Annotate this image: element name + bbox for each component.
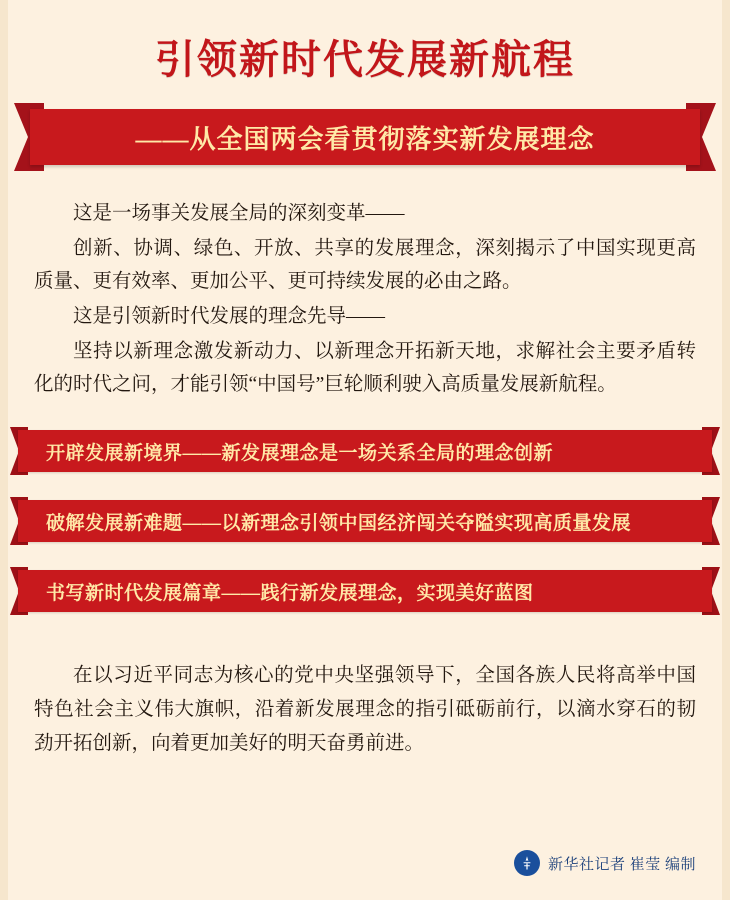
- intro-text-block: [34, 197, 696, 401]
- highlight-bar-label: 破解发展新难题——以新理念引领中国经济闯关夺隘实现高质量发展: [46, 512, 632, 534]
- intro-paragraph-1: 这是一场事关发展全局的深刻变革——: [73, 203, 405, 224]
- highlight-bar-body: [18, 430, 712, 472]
- highlight-bar: [10, 427, 720, 475]
- highlight-bar: [10, 497, 720, 545]
- credit-line: [514, 850, 696, 876]
- closing-text-block: [34, 659, 696, 761]
- credit-text: 新华社记者 崔莹 编制: [547, 856, 696, 873]
- closing-paragraph: 在以习近平同志为核心的党中央坚强领导下，全国各族人民将高举中国特色社会主义伟大旗帜，沿着新发展理念的指引砥砺前行，以滴水穿石的韧劲开拓创新，向着更加美好的明天奋勇前进。: [34, 665, 696, 754]
- highlight-bar-label: 开辟发展新境界——新发展理念是一场关系全局的理念创新: [46, 442, 554, 464]
- highlight-bar-list: [10, 427, 720, 615]
- intro-paragraph-2: 创新、协调、绿色、开放、共享的发展理念，深刻揭示了中国实现更高质量、更有效率、更加公平、更可持续发展的必由之路。: [34, 238, 696, 292]
- page-title: 引领新时代发展新航程: [155, 37, 575, 82]
- highlight-bar: [10, 567, 720, 615]
- subtitle-text: ——从全国两会看贯彻落实新发展理念: [135, 124, 595, 154]
- subtitle-banner: [14, 103, 716, 171]
- xinhua-logo-icon: [514, 850, 540, 876]
- intro-paragraph-4: 坚持以新理念激发新动力、以新理念开拓新天地，求解社会主要矛盾转化的时代之问，才能引领“中国号”巨轮顺利驶入高质量发展新航程。: [34, 341, 696, 395]
- highlight-bar-body: [18, 570, 712, 612]
- highlight-bar-body: [18, 500, 712, 542]
- banner-body: [30, 109, 700, 165]
- highlight-bar-label: 书写新时代发展篇章——践行新发展理念，实现美好蓝图: [46, 582, 534, 604]
- intro-paragraph-3: 这是引领新时代发展的理念先导——: [73, 306, 386, 327]
